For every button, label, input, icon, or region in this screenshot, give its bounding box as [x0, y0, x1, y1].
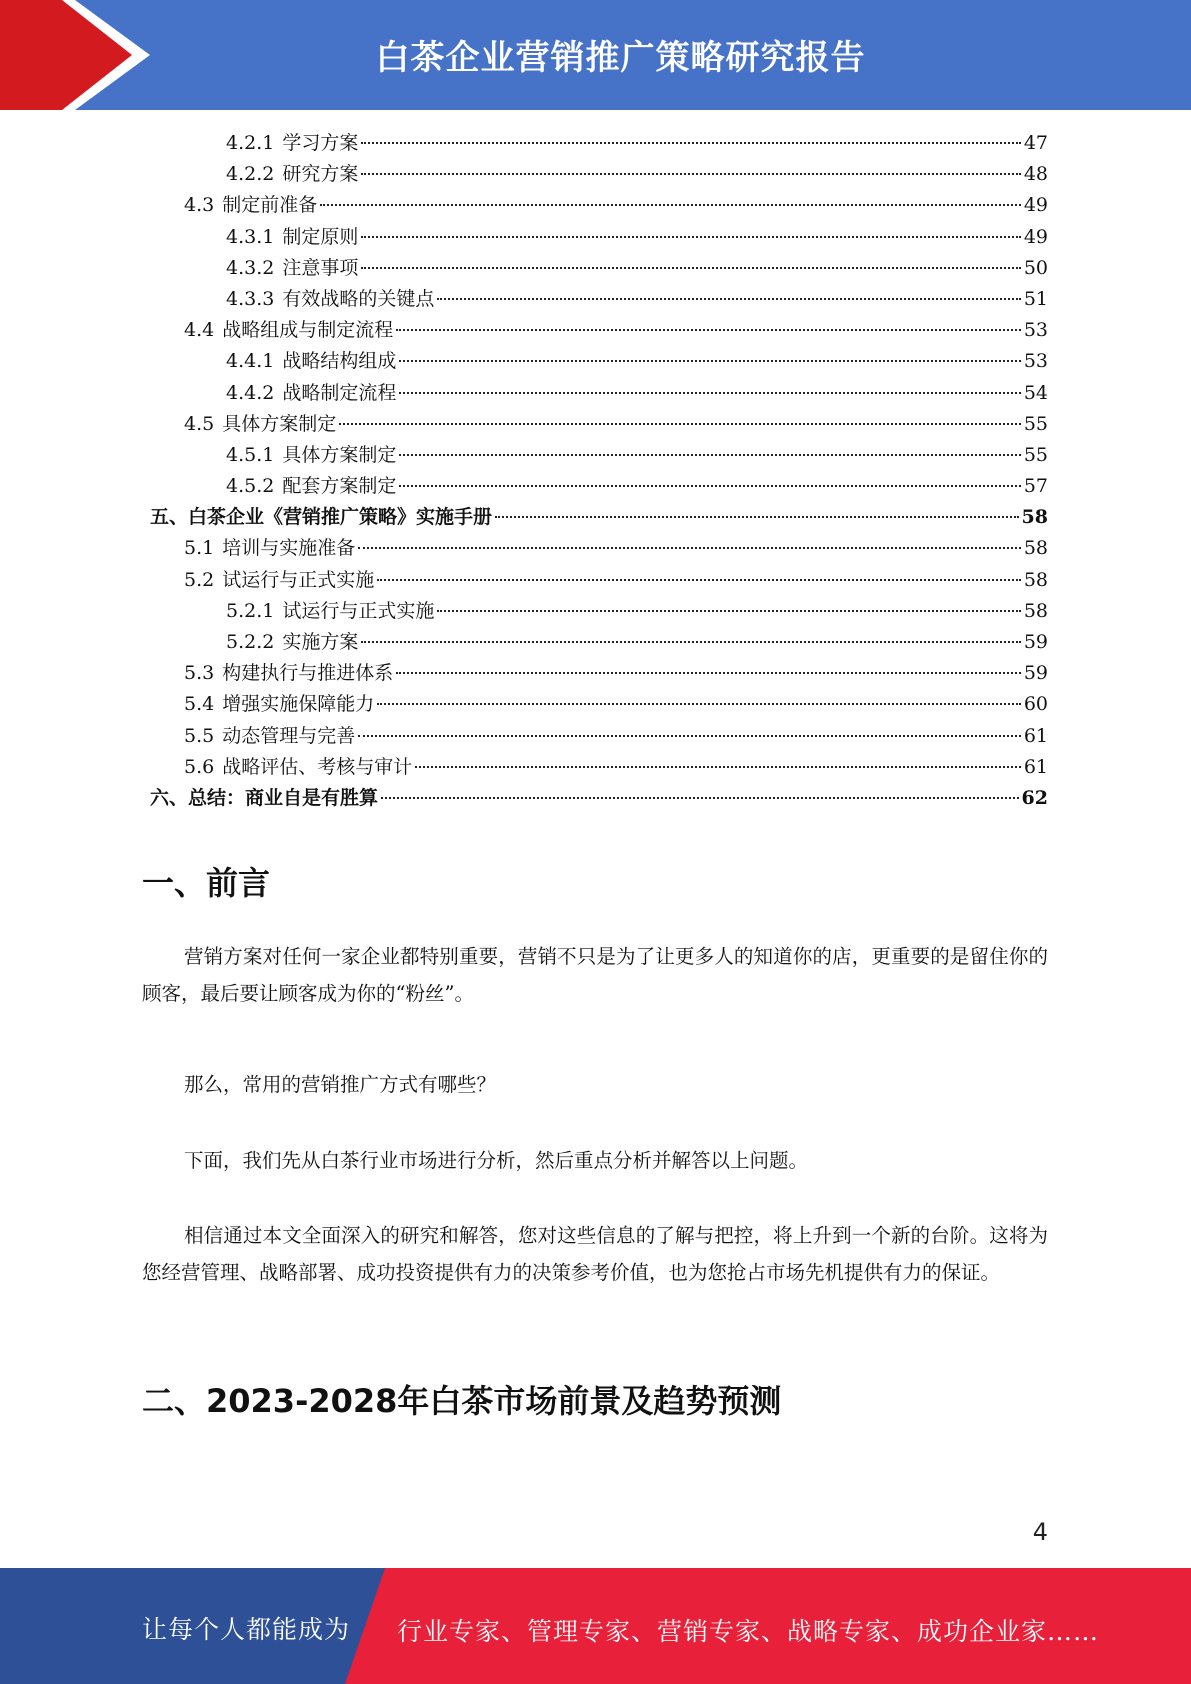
- toc-leader: [415, 766, 1021, 768]
- toc-leader: [437, 610, 1020, 612]
- toc-title: 实施方案: [282, 631, 359, 653]
- toc-number: 4.5: [184, 412, 215, 435]
- toc-title: 动态管理与完善: [222, 724, 356, 747]
- toc-page: 49: [1023, 194, 1048, 217]
- toc-page: 62: [1021, 786, 1048, 809]
- toc-number: 5.5: [184, 724, 215, 747]
- toc-leader: [361, 267, 1020, 269]
- toc-entry[interactable]: [142, 409, 1048, 440]
- toc-title: 有效战略的关键点: [282, 287, 435, 310]
- toc-page: 50: [1023, 256, 1048, 279]
- toc-page: 60: [1023, 693, 1048, 716]
- toc-number: 4.2.2: [226, 163, 275, 186]
- toc-page: 55: [1023, 412, 1048, 435]
- toc-entry[interactable]: [142, 159, 1048, 190]
- toc-title: 增强实施保障能力: [222, 693, 375, 716]
- toc-page: 59: [1023, 631, 1048, 653]
- toc-title: 六、总结：商业自是有胜算: [150, 786, 379, 809]
- toc-leader: [495, 516, 1019, 518]
- toc-leader: [358, 547, 1021, 549]
- toc-page: 48: [1023, 163, 1048, 186]
- toc-title: 研究方案: [282, 163, 359, 186]
- toc-title: 学习方案: [282, 132, 359, 154]
- toc-entry[interactable]: [142, 658, 1048, 689]
- toc-page: 61: [1023, 724, 1048, 747]
- toc-page: 58: [1023, 537, 1048, 560]
- toc-page: 51: [1023, 287, 1048, 310]
- toc-leader: [396, 672, 1021, 674]
- toc-leader: [437, 298, 1020, 300]
- footer-slogan-right: 行业专家、管理专家、营销专家、战略专家、成功企业家……: [397, 1617, 1100, 1646]
- toc-title: 注意事项: [282, 256, 359, 279]
- toc-entry[interactable]: [142, 533, 1048, 564]
- toc-entry[interactable]: [142, 565, 1048, 596]
- toc-leader: [399, 485, 1020, 487]
- toc-title: 五、白茶企业《营销推广策略》实施手册: [150, 506, 493, 529]
- toc-entry[interactable]: [142, 440, 1048, 471]
- toc-entry[interactable]: [142, 253, 1048, 284]
- page-number: 4: [1032, 1518, 1048, 1546]
- toc-number: 5.4: [184, 693, 215, 716]
- toc-page: 57: [1023, 475, 1048, 498]
- toc-number: 4.4.1: [226, 350, 275, 373]
- toc-title: 战略评估、考核与审计: [222, 755, 413, 778]
- toc-leader: [399, 392, 1020, 394]
- toc-page: 58: [1021, 506, 1048, 529]
- toc-entry[interactable]: [142, 346, 1048, 377]
- footer-slogan-left: 让每个人都能成为: [142, 1615, 351, 1644]
- toc-page: 47: [1023, 132, 1048, 154]
- toc-number: 5.2.1: [226, 599, 275, 622]
- toc-number: 4.3.2: [226, 256, 275, 279]
- section-heading-forecast: 二、2023-2028年白茶市场前景及趋势预测: [142, 1382, 782, 1420]
- toc-title: 战略结构组成: [282, 350, 397, 373]
- toc-leader: [361, 142, 1020, 144]
- paragraph: 营销方案对任何一家企业都特别重要，营销不只是为了让更多人的知道你的店，更重要的是留住你的顾客，最后要让顾客成为你的“粉丝”。: [142, 945, 1048, 1005]
- toc-entry[interactable]: [142, 222, 1048, 253]
- toc-leader: [396, 329, 1021, 331]
- toc-page: 55: [1023, 443, 1048, 466]
- toc-number: 4.5.2: [226, 475, 275, 498]
- toc-leader: [320, 204, 1021, 206]
- toc-leader: [399, 360, 1020, 362]
- toc-title: 试运行与正式实施: [282, 599, 435, 622]
- toc-entry[interactable]: [142, 752, 1048, 783]
- toc-number: 4.3: [184, 194, 215, 217]
- toc-page: 54: [1023, 381, 1048, 404]
- toc-title: 试运行与正式实施: [222, 568, 375, 591]
- toc-page: 61: [1023, 755, 1048, 778]
- toc-entry[interactable]: [142, 471, 1048, 502]
- toc-entry[interactable]: [142, 284, 1048, 315]
- toc-number: 4.2.1: [226, 132, 275, 154]
- toc-leader: [358, 735, 1021, 737]
- toc-page: 53: [1023, 319, 1048, 342]
- toc-title: 制定原则: [282, 225, 359, 248]
- paragraph: 下面，我们先从白茶行业市场进行分析，然后重点分析并解答以上问题。: [184, 1149, 809, 1172]
- toc-number: 5.2: [184, 568, 215, 591]
- toc-leader: [361, 173, 1020, 175]
- toc-title: 具体方案制定: [282, 443, 397, 466]
- toc-number: 5.1: [184, 537, 215, 560]
- toc-title: 配套方案制定: [282, 475, 397, 498]
- page-footer: [0, 1568, 1191, 1684]
- toc-number: 4.4.2: [226, 381, 275, 404]
- toc-entry[interactable]: [142, 315, 1048, 346]
- paragraph: 相信通过本文全面深入的研究和解答，您对这些信息的了解与把控，将上升到一个新的台阶。这将为您经营管理、战略部署、成功投资提供有力的决策参考价值，也为您抢占市场先机提供有力的保证。: [142, 1224, 1048, 1284]
- toc-page: 53: [1023, 350, 1048, 373]
- section-heading-preface: 一、前言: [142, 864, 271, 902]
- toc-number: 5.3: [184, 662, 215, 685]
- toc-entry[interactable]: [142, 128, 1048, 159]
- toc-leader: [381, 797, 1019, 799]
- toc-leader: [377, 703, 1021, 705]
- toc-title: 战略组成与制定流程: [222, 319, 394, 342]
- toc-title: 制定前准备: [222, 194, 318, 217]
- toc-number: 5.2.2: [226, 631, 275, 653]
- toc-title: 战略制定流程: [282, 381, 397, 404]
- toc-title: 具体方案制定: [222, 412, 337, 435]
- toc-leader: [361, 641, 1020, 643]
- toc-number: 4.3.1: [226, 225, 275, 248]
- toc-entry[interactable]: [142, 627, 1048, 658]
- toc-entry[interactable]: [142, 502, 1048, 533]
- toc-leader: [339, 423, 1021, 425]
- toc-entry[interactable]: [142, 689, 1048, 720]
- toc-title: 培训与实施准备: [222, 537, 356, 560]
- toc-page: 58: [1023, 599, 1048, 622]
- toc-page: 58: [1023, 568, 1048, 591]
- toc-leader: [361, 236, 1020, 238]
- toc-entry[interactable]: [142, 783, 1048, 814]
- toc-leader: [399, 454, 1020, 456]
- toc-entry[interactable]: [142, 596, 1048, 627]
- page-header: [0, 0, 1191, 110]
- table-of-contents: [142, 128, 1048, 814]
- toc-entry[interactable]: [142, 721, 1048, 752]
- toc-entry[interactable]: [142, 190, 1048, 221]
- toc-number: 5.6: [184, 755, 215, 778]
- toc-number: 4.3.3: [226, 287, 275, 310]
- toc-number: 4.5.1: [226, 443, 275, 466]
- toc-page: 49: [1023, 225, 1048, 248]
- toc-title: 构建执行与推进体系: [222, 662, 394, 685]
- toc-page: 59: [1023, 662, 1048, 685]
- toc-entry[interactable]: [142, 378, 1048, 409]
- header-title: 白茶企业营销推广策略研究报告: [375, 38, 866, 78]
- toc-leader: [377, 579, 1021, 581]
- paragraph: 那么，常用的营销推广方式有哪些？: [184, 1073, 497, 1096]
- toc-number: 4.4: [184, 319, 215, 342]
